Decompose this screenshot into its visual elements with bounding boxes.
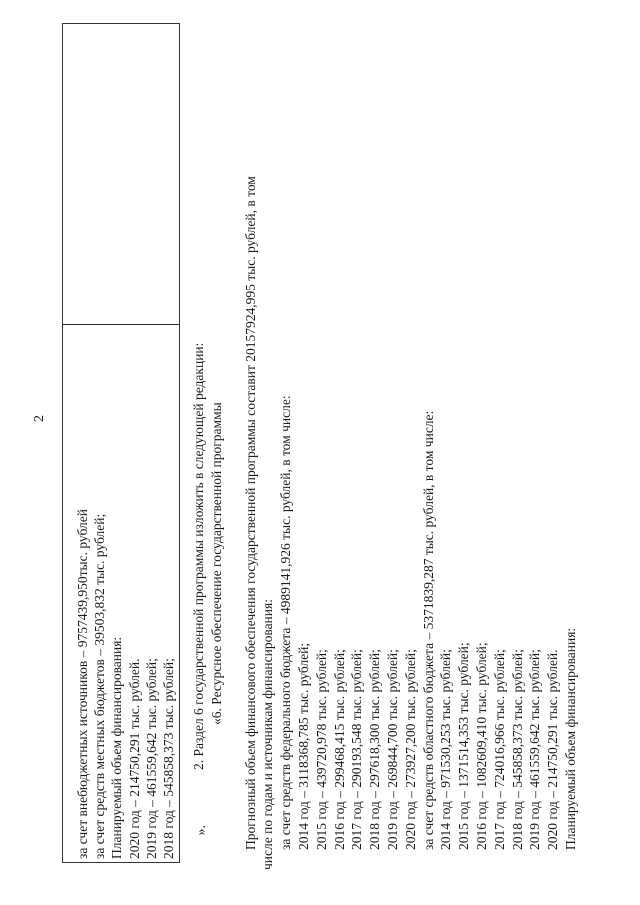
page-number: 2 — [32, 415, 47, 422]
table-line: 2020 год – 214750,291 тыс. рублей. — [126, 658, 142, 859]
table-line: 2018 год – 545858,373 тыс. рублей; — [160, 658, 176, 859]
intro-line-2: числе по годам и источникам финансирования: — [260, 599, 276, 870]
federal-year: 2017 год – 290193,548 тыс. рублей; — [349, 649, 365, 850]
table-line: 2019 год – 461559,642 тыс. рублей; — [143, 658, 159, 859]
table-right-cell — [74, 329, 177, 859]
federal-year: 2016 год – 299468,415 тыс. рублей; — [331, 649, 347, 850]
regional-year: 2019 год – 461559,642 тыс. рублей; — [527, 649, 543, 850]
planned-financing: Планируемый объем финансирования: — [562, 627, 578, 850]
federal-year: 2020 год – 273927,200 тыс. рублей; — [402, 649, 418, 850]
table-divider — [63, 324, 179, 325]
regional-year: 2018 год – 545858,373 тыс. рублей; — [509, 649, 525, 850]
federal-year: 2015 год – 439720,978 тыс. рублей; — [313, 649, 329, 850]
table-line: Планируемый объем финансирования: — [109, 636, 125, 859]
table-left-cell — [63, 24, 179, 324]
regional-year: 2015 год – 1371514,353 тыс. рублей; — [456, 642, 472, 850]
funding-table — [62, 23, 180, 863]
regional-header: за счет средств областного бюджета – 5371839,287 тыс. рублей, в том числе: — [420, 410, 436, 850]
regional-year: 2017 год – 724016,966 тыс. рублей; — [491, 649, 507, 850]
body-text — [190, 30, 610, 870]
section-title: «6. Ресурсное обеспечение государственной программы — [208, 402, 224, 725]
section-heading: 2. Раздел 6 государственной программы изложить в следующей редакции: — [191, 342, 206, 770]
regional-year: 2014 год – 971530,253 тыс. рублей; — [438, 649, 454, 850]
closing-quote: ». — [194, 825, 209, 836]
table-line: за счет внебюджетных источников – 9757439,950тыс. рублей — [74, 509, 90, 859]
federal-year: 2018 год – 297618,300 тыс. рублей; — [367, 649, 383, 850]
regional-year: 2020 год – 214750,291 тыс. рублей. — [545, 649, 561, 850]
federal-header: за счет средств федерального бюджета – 4989141,926 тыс. рублей, в том числе: — [278, 395, 294, 850]
federal-year: 2019 год – 269844,700 тыс. рублей; — [384, 649, 400, 850]
table-line: за счет средств местных бюджетов – 39503,832 тыс. рублей; — [91, 513, 107, 859]
federal-year: 2014 год – 3118368,785 тыс. рублей; — [295, 642, 311, 850]
intro-line-1: Прогнозный объем финансового обеспечения государственной программы составит 20157924,995 тыс. рублей, в том — [242, 176, 258, 850]
regional-year: 2016 год – 1082609,410 тыс. рублей; — [473, 642, 489, 850]
